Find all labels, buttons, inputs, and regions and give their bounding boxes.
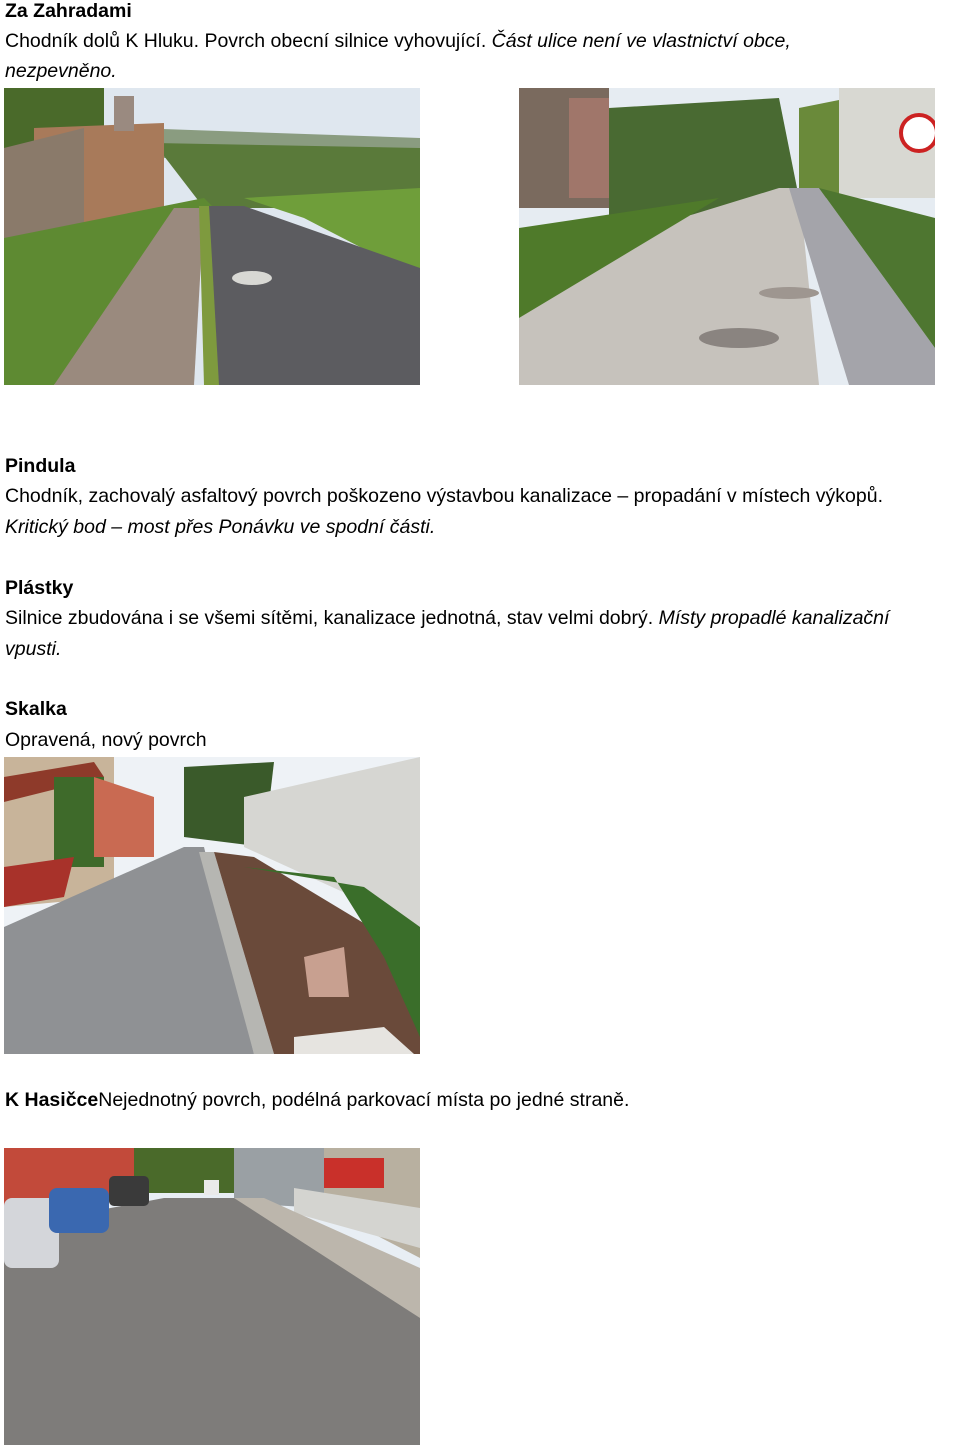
section-text-skalka: Opravená, nový povrch (5, 729, 207, 751)
section-text-main: Chodník dolů K Hluku. Povrch obecní silnice vyhovující. (5, 30, 487, 52)
section-text-pindula: Chodník, zachovalý asfaltový povrch poškozeno výstavbou kanalizace – propadání v místech výkopů. (5, 485, 883, 507)
section-text-main: Silnice zbudována i se všemi sítěmi, kanalizace jednotná, stav velmi dobrý. (5, 607, 654, 629)
photo-sidewalk-asphalt-road (4, 88, 420, 385)
section-text-italic: Část ulice není ve vlastnictví obce, (491, 30, 791, 52)
section-text-pindula-italic: Kritický bod – most přes Ponávku ve spodní části. (5, 516, 436, 538)
section-k-hasicce (5, 1085, 629, 1116)
section-text-plastky (5, 603, 889, 634)
section-text-k-hasicce: Nejednotný povrch, podélná parkovací místa po jedné straně. (98, 1089, 630, 1111)
section-text-plastky-italic-cont: vpusti. (5, 638, 62, 660)
section-text-za-zahradami (5, 26, 791, 57)
section-text-italic: Místy propadlé kanalizační (658, 607, 890, 629)
section-heading-skalka: Skalka (5, 698, 67, 720)
photo-street-parked-cars (4, 1148, 420, 1445)
section-heading-za-zahradami: Za Zahradami (5, 0, 132, 22)
section-text-italic-cont: nezpevněno. (5, 60, 117, 82)
section-heading-k-hasicce: K Hasičce (5, 1089, 99, 1111)
photo-repaired-road (4, 757, 420, 1054)
section-heading-pindula: Pindula (5, 455, 76, 477)
photo-gravel-road (519, 88, 935, 385)
section-heading-plastky: Plástky (5, 577, 74, 599)
